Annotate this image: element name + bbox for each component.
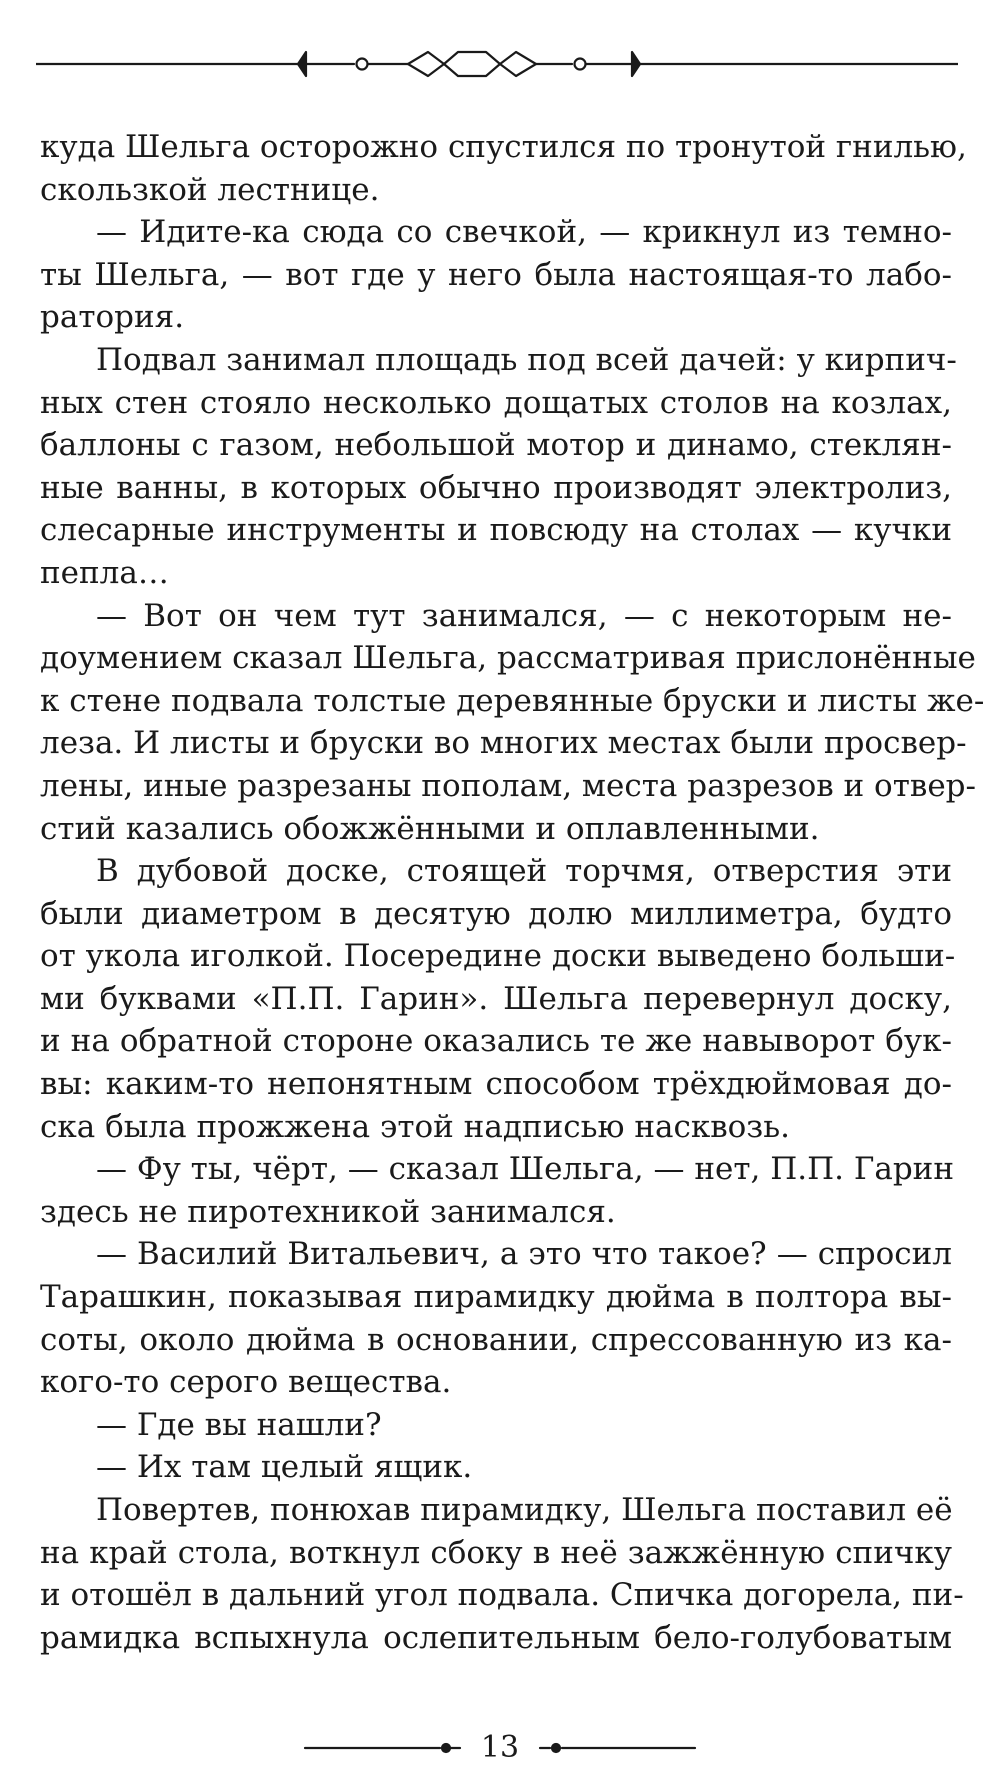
text-line: рамидка вспыхнула ослепительным бело-голубоватым [40, 1619, 952, 1656]
text-line: от укола иголкой. Посередине доски выведено больши- [40, 938, 956, 975]
text-line: куда Шельга осторожно спустился по тронутой гнилью, [40, 129, 967, 165]
text-line: — Василий Витальевич, а это что такое? — спросил [96, 1236, 952, 1273]
text-line: к стене подвала толстые деревянные бруски и листы же- [40, 682, 985, 719]
text-line: ных стен стояло несколько дощатых столов на козлах, [40, 384, 952, 421]
text-line: были диаметром в десятую долю миллиметра, будто [40, 895, 952, 932]
text-line: Повертев, понюхав пирамидку, Шельга поставил её [96, 1492, 953, 1528]
text-line: слесарные инструменты и повсюду на столах — кучки [40, 512, 952, 549]
text-line: и на обратной стороне оказались те же навыворот бук- [40, 1023, 952, 1060]
text-line: леза. И листы и бруски во многих местах были просвер- [40, 725, 967, 762]
text-line: — Где вы нашли? [96, 1406, 382, 1443]
text-line: доумением сказал Шельга, рассматривая прислонённые [40, 640, 976, 677]
page-number: 13 [480, 1730, 520, 1765]
text-line: — Фу ты, чёрт, — сказал Шельга, — нет, П.П. Гарин [96, 1151, 955, 1188]
text-line: баллоны с газом, небольшой мотор и динамо, стеклян- [40, 427, 952, 464]
text-line: ные ванны, в которых обычно производят электролиз, [40, 469, 952, 506]
text-line: В дубовой доске, стоящей торчмя, отверстия эти [96, 853, 952, 890]
text-line: Тарашкин, показывая пирамидку дюйма в полтора вы- [40, 1279, 952, 1316]
text-line: ратория. [40, 299, 185, 336]
text-line: соты, около дюйма в основании, спрессованную из ка- [40, 1321, 952, 1358]
page-footer [300, 1728, 700, 1768]
text-line: ска была прожжена этой надписью насквозь. [40, 1108, 790, 1145]
text-line: — Вот он чем тут занимался, — с некоторым не- [96, 597, 952, 634]
body-text [40, 126, 985, 1659]
text-line: — Их там целый ящик. [96, 1449, 473, 1486]
text-line: и отошёл в дальний угол подвала. Спичка догорела, пи- [40, 1577, 964, 1614]
text-line: скользкой лестнице. [40, 171, 380, 208]
text-line: Подвал занимал площадь под всей дачей: у кирпич- [96, 341, 957, 378]
text-line: ты Шельга, — вот где у него была настоящая-то лабо- [40, 256, 952, 293]
text-line: ми буквами «П.П. Гарин». Шельга перевернул доску, [40, 980, 952, 1017]
text-line: стий казались обожжёнными и оплавленными. [40, 810, 820, 847]
text-line: на край стола, воткнул сбоку в неё зажжённую спичку [40, 1534, 952, 1571]
top-ornament-divider [36, 44, 958, 84]
text-line: вы: каким-то непонятным способом трёхдюймовая до- [40, 1066, 952, 1103]
text-line: пепла… [40, 554, 169, 591]
text-line: кого-то серого вещества. [40, 1364, 452, 1401]
text-line: здесь не пиротехникой занимался. [40, 1193, 616, 1230]
text-line: лены, иные разрезаны пополам, места разрезов и отвер- [40, 767, 976, 804]
text-line: — Идите-ка сюда со свечкой, — крикнул из темно- [96, 214, 952, 251]
